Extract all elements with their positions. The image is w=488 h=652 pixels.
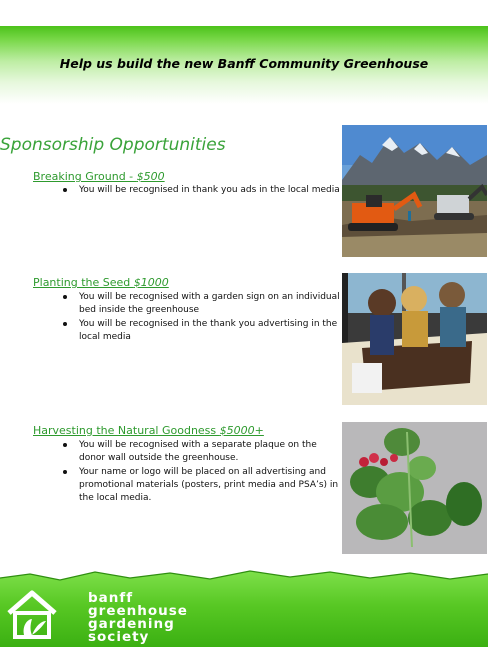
tier-amount: $5000+: [219, 424, 264, 437]
tier-name: Planting the Seed: [33, 276, 134, 289]
tier-name: Breaking Ground -: [33, 170, 137, 183]
logo-line-3: gardening: [88, 616, 175, 632]
logo-line-2: greenhouse: [88, 603, 188, 619]
tier-amount: $1000: [133, 276, 169, 289]
photo-kids-planting: [342, 273, 487, 405]
bullet-icon: [63, 188, 67, 192]
bullet-icon: [63, 470, 67, 474]
tier-name: Harvesting the Natural Goodness: [33, 424, 220, 437]
logo-house-icon: [6, 589, 58, 641]
bullet-icon: [63, 295, 67, 299]
tier-title-planting-the-seed: [33, 276, 169, 289]
benefit-item: You will be recognised in the thank you advertising in the local media: [62, 318, 340, 344]
photo-excavator-site: [342, 125, 487, 257]
tier-benefits-breaking-ground: [62, 184, 340, 198]
bullet-icon: [63, 443, 67, 447]
footer-band: [0, 568, 488, 647]
benefit-item: You will be recognised with a garden sign on an individual bed inside the greenhouse: [62, 291, 340, 317]
banner-title: Help us build the new Banff Community Greenhouse: [59, 56, 429, 71]
tier-title-harvesting: [33, 424, 264, 437]
logo-line-4: society: [88, 629, 150, 645]
tier-title-breaking-ground: [33, 170, 165, 183]
logo-line-1: banff: [88, 590, 134, 606]
tier-benefits-harvesting: [62, 439, 338, 506]
tier-amount: $500: [136, 170, 165, 183]
benefit-item: You will be recognised in thank you ads in the local media: [62, 184, 340, 197]
benefit-item: You will be recognised with a separate plaque on the donor wall outside the greenhouse.: [62, 439, 338, 465]
tier-benefits-planting-the-seed: [62, 291, 340, 345]
photo-harvest-greens: [342, 422, 487, 554]
benefit-item: Your name or logo will be placed on all advertising and promotional materials (posters, print media and PSA’s) in the local media.: [62, 466, 338, 505]
section-heading: Sponsorship Opportunities: [0, 135, 226, 155]
bullet-icon: [63, 322, 67, 326]
